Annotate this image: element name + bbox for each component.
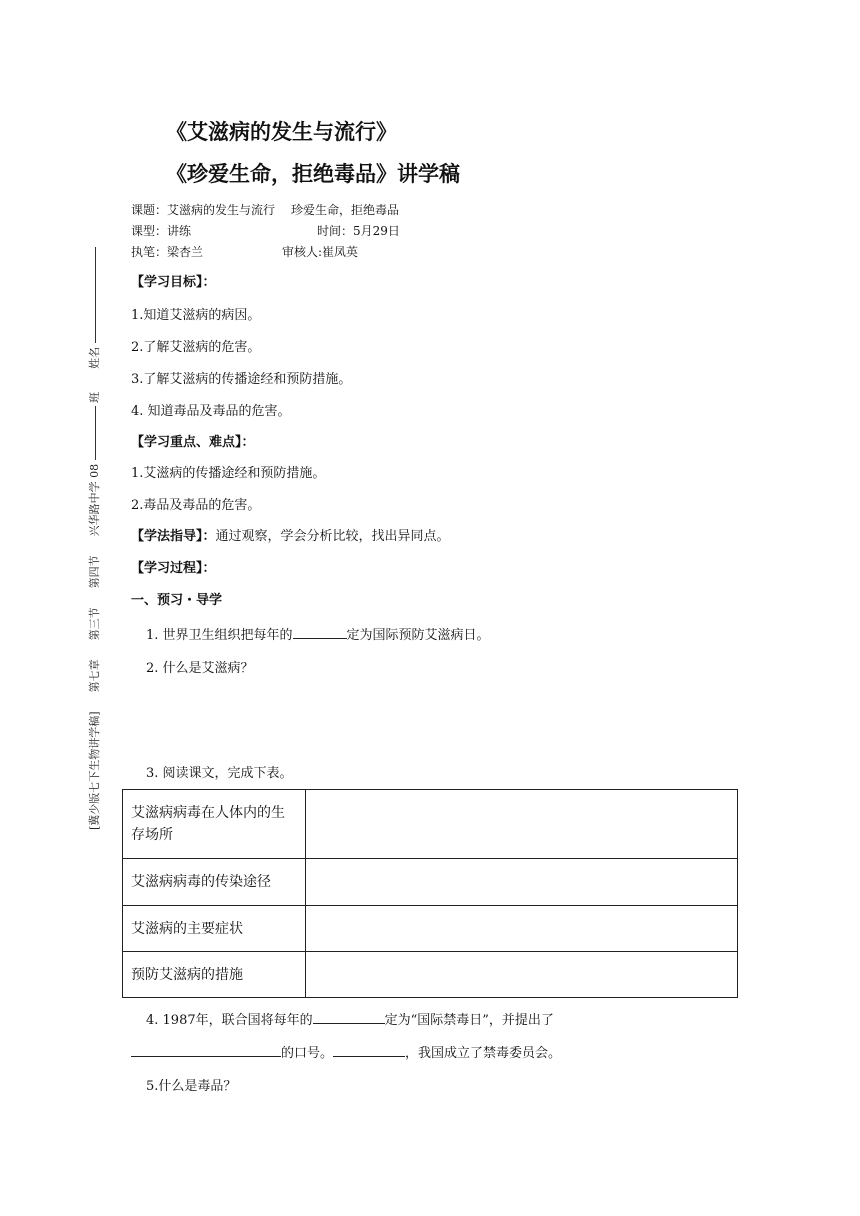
q4-date-blank[interactable]	[313, 1009, 385, 1024]
meta-time	[317, 222, 400, 239]
table-label-cell: 艾滋病的主要症状	[123, 906, 306, 952]
process-heading: 【学习过程】：	[131, 561, 216, 576]
question-4-before: 4. 1987年，联合国将每年的	[146, 1013, 313, 1028]
side-chapter: 第七章	[88, 659, 101, 693]
author-label: 执笔：	[131, 245, 168, 259]
question-1	[146, 624, 490, 643]
side-class: 班	[88, 391, 101, 403]
goal-item-2: 2.了解艾滋病的危害。	[131, 340, 261, 355]
title-line-1: 《艾滋病的发生与流行》	[166, 120, 397, 144]
table-answer-cell[interactable]	[306, 906, 738, 952]
table-row	[123, 906, 738, 952]
class-blank[interactable]	[95, 406, 96, 460]
section-1-heading: 一、预习・导学	[131, 593, 223, 608]
reviewer-value: 崔凤英	[322, 245, 359, 259]
question-4-line2-end: ，我国成立了禁毒委员会。	[405, 1046, 562, 1061]
table-row	[123, 952, 738, 998]
table-label-cell: 艾滋病病毒在人体内的生存场所	[123, 790, 306, 859]
q1-blank[interactable]	[293, 624, 347, 639]
side-name: 姓名	[88, 346, 101, 369]
keypoint-item-1: 1.艾滋病的传播途经和预防措施。	[131, 466, 326, 481]
title-line-2: 《珍爱生命，拒绝毒品》讲学稿	[166, 162, 460, 186]
q4-year-blank[interactable]	[333, 1042, 405, 1057]
table-row	[123, 859, 738, 906]
keypoints-heading: 【学习重点、难点】：	[131, 435, 255, 450]
method-row	[131, 525, 450, 544]
type-label: 课型：	[131, 224, 168, 238]
method-text: 通过观察，学会分析比较，找出异同点。	[215, 529, 450, 544]
side-margin-text	[86, 230, 108, 830]
meta-reviewer	[282, 243, 358, 260]
goal-item-4: 4. 知道毒品及毒品的危害。	[131, 404, 291, 419]
table-answer-cell[interactable]	[306, 859, 738, 906]
table-answer-cell[interactable]	[306, 952, 738, 998]
study-table	[122, 789, 738, 998]
method-heading: 【学法指导】：	[131, 529, 216, 544]
goal-item-1: 1.知道艾滋病的病因。	[131, 308, 261, 323]
question-1-after: 定为国际预防艾滋病日。	[346, 628, 490, 643]
topic-label: 课题：	[131, 203, 168, 217]
table-answer-cell[interactable]	[306, 790, 738, 859]
question-4-line-2	[131, 1042, 561, 1061]
goals-heading: 【学习目标】：	[131, 275, 216, 290]
meta-author-row	[131, 243, 203, 260]
side-margin	[82, 230, 112, 830]
table-label-cell: 艾滋病病毒的传染途径	[123, 859, 306, 906]
type-value: 讲练	[167, 224, 192, 238]
table-row	[123, 790, 738, 859]
question-2: 2. 什么是艾滋病？	[146, 661, 254, 676]
meta-topic-row	[131, 201, 399, 218]
author-value: 梁杏兰	[167, 245, 204, 259]
question-3: 3. 阅读课文，完成下表。	[146, 766, 293, 781]
topic-value: 艾滋病的发生与流行	[167, 203, 276, 217]
topic-value-2: 珍爱生命，拒绝毒品	[291, 203, 400, 217]
side-school: 兴华路中学 08	[88, 463, 101, 537]
keypoint-item-2: 2.毒品及毒品的危害。	[131, 498, 261, 513]
reviewer-label: 审核人:	[282, 245, 323, 259]
time-value: 5月29日	[353, 224, 400, 238]
meta-type-row	[131, 222, 191, 239]
side-section-4: 第四节	[88, 555, 101, 589]
time-label: 时间：	[317, 224, 354, 238]
side-section-3: 第三节	[88, 607, 101, 641]
question-4-line2-mid: 的口号。	[281, 1046, 334, 1061]
question-5: 5.什么是毒品？	[146, 1079, 237, 1094]
q4-slogan-blank[interactable]	[131, 1042, 281, 1057]
name-blank[interactable]	[95, 247, 96, 343]
question-4-line-1	[146, 1009, 554, 1028]
table-label-cell: 预防艾滋病的措施	[123, 952, 306, 998]
goal-item-3: 3.了解艾滋病的传播途经和预防措施。	[131, 372, 352, 387]
question-4-mid: 定为“国际禁毒日”，并提出了	[384, 1013, 554, 1028]
side-series: [冀少版七下生物讲学稿]	[88, 711, 101, 830]
question-1-before: 1. 世界卫生组织把每年的	[146, 628, 293, 643]
